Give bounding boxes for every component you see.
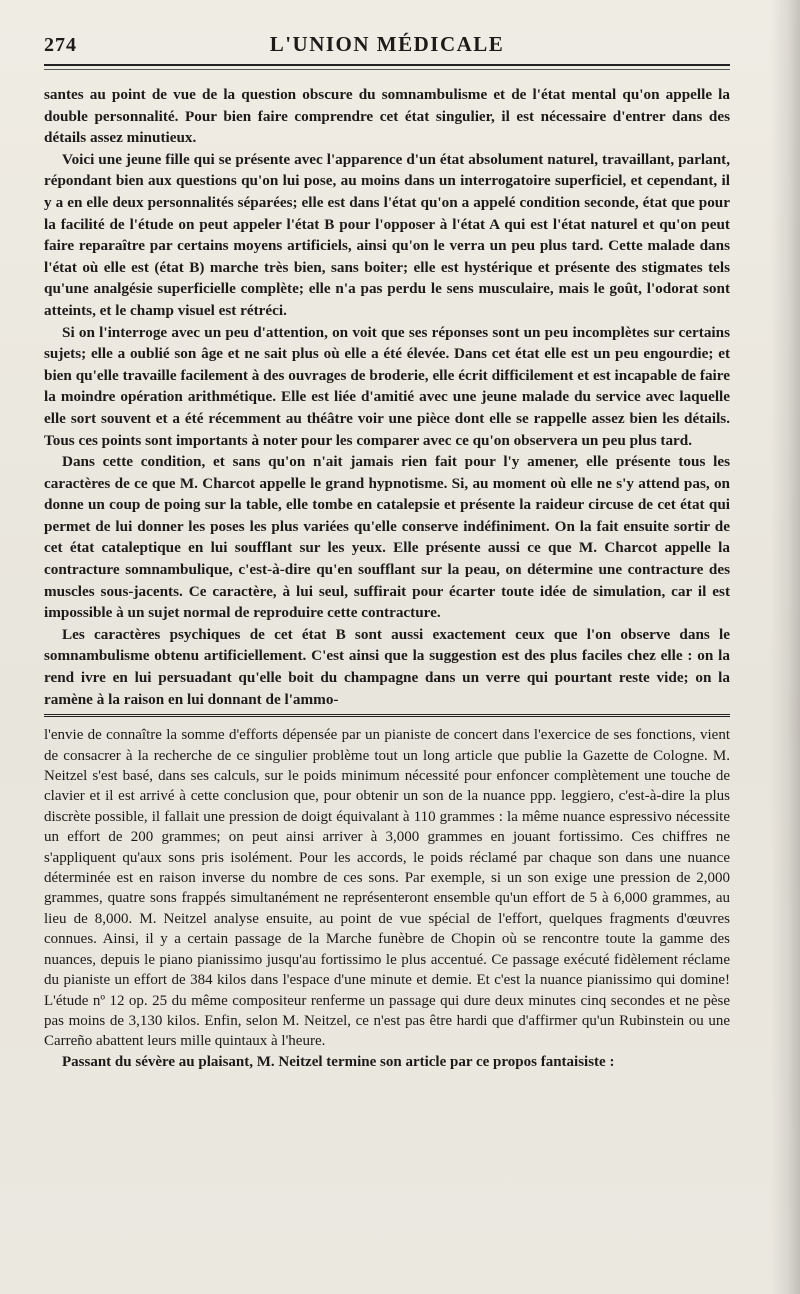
footnote-separator <box>44 714 730 719</box>
journal-title: L'UNION MÉDICALE <box>269 32 505 56</box>
page-edge-shadow <box>770 0 800 1294</box>
paragraph: Si on l'interroge avec un peu d'attention, on voit que ses réponses sont un peu incomplètes sur certains sujets; elle a oublié son âge et ne sait plus où elle a été élevée. Dans cet état elle est un peu engourdie; et bien qu'elle travaille facilement à des ouvrages de broderie, elle écrit difficilement et est incapable de faire la moindre opération arithmétique. Elle est liée d'amitié avec une jeune malade du service avec laquelle elle sort souvent et a été récemment au théâtre voir une pièce dont elle se rappelle assez bien les détails. Tous ces points sont importants à noter pour les comparer avec ce qu'on observera un peu plus tard. <box>44 323 730 449</box>
paragraph: santes au point de vue de la question obscure du somnambulisme et de l'état mental qu'on appelle la double personnalité. Pour bien faire comprendre cet état singulier, il est nécessaire d'entrer dans des détails assez minutieux. <box>44 86 730 147</box>
header-rule <box>44 64 730 66</box>
page-number: 274 <box>44 34 77 56</box>
header-rule-thin <box>44 69 730 70</box>
paragraph: Les caractères psychiques de cet état B sont aussi exactement ceux que l'on observe dans le somnambulisme obtenu artificiellement. C'est ainsi que la suggestion est des plus faciles chez elle : on la rend ivre en lui persuadant qu'elle boit du champagne dans un verre qui pourtant reste vide; on la ramène à la raison en lui donnant de l'ammo- <box>44 625 730 708</box>
footnote-text <box>44 725 730 1072</box>
paragraph: Voici une jeune fille qui se présente avec l'apparence d'un état absolument naturel, travaillant, parlant, répondant bien aux questions qu'on lui pose, au moins dans un interrogatoire superficiel, et cependant, il y a en elle deux personnalités séparées; elle est dans l'état qu'on a appelé condition seconde, état que pour la facilité de l'étude on peut appeler l'état B pour l'opposer à l'état A qui est l'état naturel et qu'on peut faire reparaître par certains moyens artificiels, ainsi qu'on le verra un peu plus tard. Cette malade dans l'état où elle est (état B) marche très bien, sans boiter; elle est hystérique et présente des stigmates tels qu'une analgésie superficielle complète; elle n'a pas perdu le sens musculaire, mais le goût, l'odorat sont atteints, et le champ visuel est rétréci. <box>44 150 730 319</box>
paragraph: Dans cette condition, et sans qu'on n'ait jamais rien fait pour l'y amener, elle présente tous les caractères de ce que M. Charcot appelle le grand hypnotisme. Si, au moment où elle ne s'y attend pas, on donne un coup de poing sur la table, elle tombe en catalepsie et présente la raideur circuse de cet état qui permet de lui donner les poses les plus variées qu'elle conserve indéfiniment. On la fait ensuite sortir de cet état cataleptique en lui soufflant sur les yeux. Elle présente aussi ce que M. Charcot appelle la contracture somnambulique, c'est-à-dire qu'en soufflant sur la peau, on détermine une contracture des muscles sous-jacents. Ce caractère, à lui seul, suffirait pour écarter toute idée de simulation, car il est impossible à un sujet normal de reproduire cette contracture. <box>44 453 730 622</box>
footnote-paragraph: l'envie de connaître la somme d'efforts dépensée par un pianiste de concert dans l'exercice de ses fonctions, vient de consacrer à la recherche de ce singulier problème tout un long article que publie la Gazette de Cologne. M. Neitzel s'est basé, dans ses calculs, sur le poids minimum nécessité pour enfoncer complètement une touche de clavier et il est arrivé à cette conclusion que, pour obtenir un son de la nuance ppp. leggiero, c'est-à-dire la plus discrète possible, il fallait une pression de doigt équivalant à 110 grammes : la même nuance espressivo nécessite un effort de 200 grammes; on peut ainsi arriver à 3,000 grammes en jouant fortissimo. Ces chiffres ne s'appliquent qu'aux sons pris isolément. Pour les accords, le poids réclamé par chaque son dans une nuance déterminée est en raison inverse du nombre de ces sons. Par exemple, si un son exige une pression de 2,000 grammes, quatre sons frappés simultanément ne représenteront ensemble qu'un effort de 5 à 6,000 grammes, au lieu de 8,000. M. Neitzel analyse ensuite, au point de vue spécial de l'effort, quelques fragments d'œuvres connues. Ainsi, il y a certain passage de la Marche funèbre de Chopin où se rencontre toute la gamme des nuances, depuis le piano pianissimo jusqu'au fortissimo le plus accentué. Ce passage exécuté fidèlement réclame du pianiste un effort de 384 kilos dans l'espace d'une minute et demie. Et c'est la nuance pianissimo qui domine! L'étude nº 12 op. 25 du même compositeur renferme un passage qui dure deux minutes cinq secondes et ne pèse pas moins de 3,130 kilos. Enfin, selon M. Neitzel, ce n'est pas être hardi que d'affirmer qu'un Rubinstein ou une Carreño abattent leurs mille quintaux à l'heure. <box>44 727 730 1050</box>
main-text <box>44 84 730 710</box>
running-header <box>44 30 730 64</box>
footnote-paragraph: Passant du sévère au plaisant, M. Neitzel termine son article par ce propos fantaisiste : <box>62 1053 615 1070</box>
